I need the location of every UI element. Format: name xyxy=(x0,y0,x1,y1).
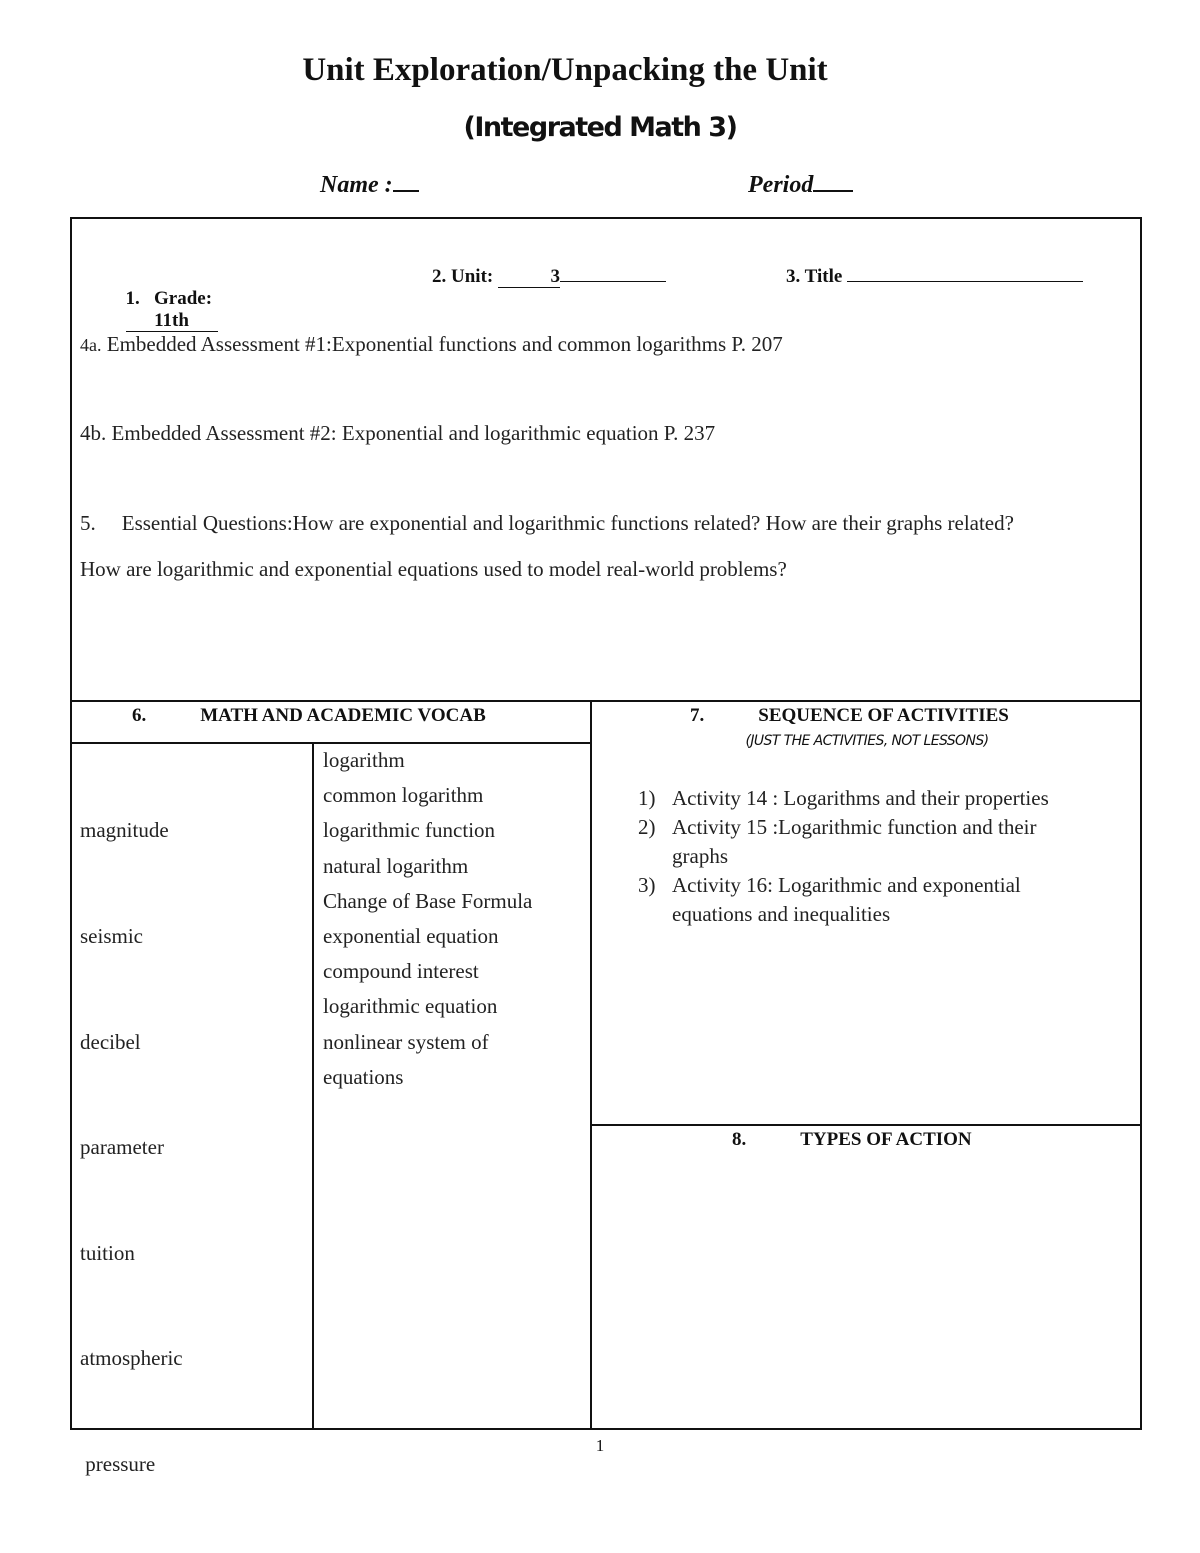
assessment-1 xyxy=(80,332,783,357)
grade-field xyxy=(116,266,218,332)
vocab-term: logarithmic function xyxy=(323,818,496,843)
vocab-term: atmospheric xyxy=(80,1346,183,1371)
vocab-term: tuition xyxy=(80,1240,135,1265)
vocab-list-2 xyxy=(323,743,587,1095)
divider-top-section xyxy=(70,700,1142,702)
activity-number: 1) xyxy=(638,786,656,810)
activity-item xyxy=(638,871,1128,929)
vocab-header-text: MATH AND ACADEMIC VOCAB xyxy=(200,705,486,726)
vocab-term: logarithmic equation xyxy=(323,994,498,1019)
vocab-term: seismic xyxy=(80,924,143,949)
activity-text-cont: equations and inequalities xyxy=(672,902,891,926)
vocab-term: compound interest xyxy=(323,959,479,984)
assessment-1-prefix: 4a. xyxy=(80,335,102,355)
unit-field xyxy=(432,266,666,288)
divider-middle-vertical xyxy=(590,700,592,1430)
vocab-term: natural logarithm xyxy=(323,853,469,878)
assessment-2 xyxy=(80,421,715,446)
activity-item xyxy=(638,813,1128,871)
vocab-term: common logarithm xyxy=(323,783,484,808)
actions-header-num: 8. xyxy=(732,1129,747,1150)
vocab-term: logarithm xyxy=(323,748,405,772)
questions-line-1: How are exponential and logarithmic functions related? How are their graphs related? xyxy=(292,511,1014,535)
document-title: Unit Exploration/Unpacking the Unit xyxy=(302,52,828,88)
title-label: 3. Title xyxy=(786,266,843,287)
grade-label: 1. Grade: xyxy=(125,288,213,309)
essential-questions xyxy=(80,511,1014,536)
name-field[interactable] xyxy=(320,170,419,199)
sequence-header-text: SEQUENCE OF ACTIVITIES xyxy=(758,705,1009,726)
vocab-term: equations xyxy=(323,1064,404,1089)
vocab-header xyxy=(132,705,486,727)
assessment-2-text: Embedded Assessment #2: Exponential and logarithmic equation P. 237 xyxy=(111,421,716,445)
name-label: Name : xyxy=(320,172,393,198)
vocab-term: pressure xyxy=(80,1452,156,1477)
vocab-term: exponential equation xyxy=(323,924,499,949)
page-number: 1 xyxy=(595,1436,605,1455)
period-label: Period xyxy=(748,172,814,198)
sequence-header xyxy=(690,705,1009,727)
unit-label: 2. Unit: xyxy=(432,266,494,287)
questions-prefix: 5. xyxy=(80,511,96,535)
assessment-2-prefix: 4b. xyxy=(80,421,107,445)
vocab-term: decibel xyxy=(80,1029,141,1054)
activity-text-cont: graphs xyxy=(672,844,728,868)
sequence-header-num: 7. xyxy=(690,705,705,726)
name-blank[interactable] xyxy=(393,170,419,192)
grade-value: 11th xyxy=(126,311,218,332)
vocab-list-1 xyxy=(80,743,308,1517)
activity-number: 2) xyxy=(638,815,656,839)
period-blank[interactable] xyxy=(813,170,853,192)
vocab-header-num: 6. xyxy=(132,705,147,726)
unit-value: 3 xyxy=(498,267,560,288)
activity-text: Activity 15 :Logarithmic function and their xyxy=(672,815,1037,839)
questions-label: Essential Questions: xyxy=(121,511,293,535)
vocab-term: parameter xyxy=(80,1135,164,1160)
essential-questions-line-2: How are logarithmic and exponential equations used to model real-world problems? xyxy=(80,557,787,581)
activity-text: Activity 14 : Logarithms and their properties xyxy=(672,786,1049,810)
divider-vocab-columns xyxy=(312,742,314,1430)
actions-header-text: TYPES OF ACTION xyxy=(800,1129,972,1150)
activity-item xyxy=(638,784,1128,813)
vocab-term: magnitude xyxy=(80,818,169,843)
activity-number: 3) xyxy=(638,873,656,897)
actions-header xyxy=(732,1129,972,1151)
document-subtitle: (Integrated Math 3) xyxy=(463,112,737,143)
vocab-term: Change of Base Formula xyxy=(323,888,533,913)
divider-actions xyxy=(590,1124,1142,1126)
sequence-note: (JUST THE ACTIVITIES, NOT LESSONS) xyxy=(745,733,989,749)
activity-text: Activity 16: Logarithmic and exponential xyxy=(672,873,1021,897)
title-field xyxy=(786,266,1083,288)
activity-list xyxy=(638,784,1128,929)
period-field[interactable] xyxy=(748,170,853,199)
title-blank[interactable] xyxy=(847,281,1083,282)
vocab-term: nonlinear system of xyxy=(323,1029,489,1054)
assessment-1-text: Embedded Assessment #1:Exponential functions and common logarithms P. 207 xyxy=(106,332,783,356)
unit-blank xyxy=(560,281,666,282)
